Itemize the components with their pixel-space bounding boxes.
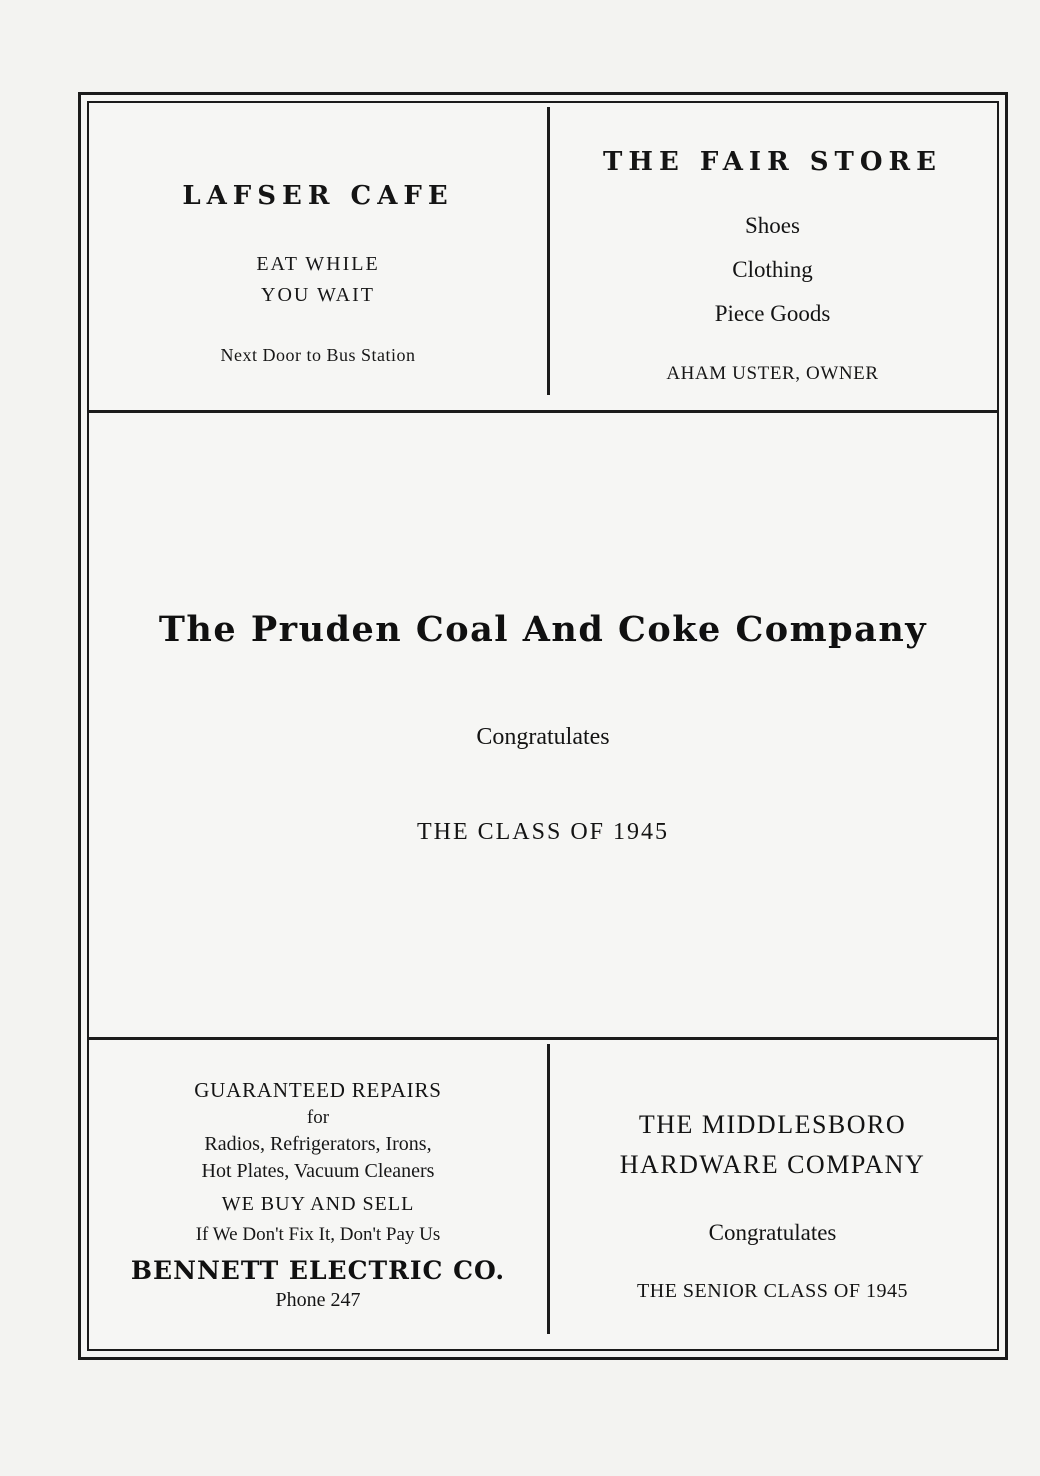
bennett-company-name: BENNETT ELECTRIC CO. — [130, 1256, 506, 1285]
page-border-outer — [78, 92, 1008, 1360]
lafser-cafe-title: LAFSER CAFE — [182, 181, 454, 211]
pruden-coal-title: The Pruden Coal And Coke Company — [158, 609, 928, 650]
ad-row-middle — [89, 413, 997, 1040]
middlesboro-congratulates: Congratulates — [708, 1220, 837, 1245]
lafser-cafe-slogan-line2: YOU WAIT — [261, 284, 375, 306]
advertisement-grid — [89, 103, 997, 1349]
fair-store-item-piece-goods: Piece Goods — [714, 301, 831, 326]
middlesboro-name-line1: THE MIDDLESBORO — [638, 1110, 907, 1139]
fair-store-owner: AHAM USTER, OWNER — [666, 363, 879, 384]
bennett-items-line1: Radios, Refrigerators, Irons, — [204, 1133, 432, 1155]
ad-bennett-electric — [89, 1040, 547, 1349]
fair-store-item-shoes: Shoes — [745, 213, 800, 238]
ad-pruden-coal-and-coke — [89, 413, 997, 1037]
bennett-guarantee: If We Don't Fix It, Don't Pay Us — [195, 1224, 441, 1245]
lafser-cafe-location: Next Door to Bus Station — [220, 345, 416, 365]
ad-fair-store — [550, 103, 995, 410]
ad-middlesboro-hardware — [550, 1040, 995, 1349]
bennett-for-label: for — [306, 1107, 330, 1128]
middlesboro-class-line: THE SENIOR CLASS OF 1945 — [637, 1280, 908, 1302]
bennett-items-line2: Hot Plates, Vacuum Cleaners — [201, 1160, 435, 1182]
fair-store-item-clothing: Clothing — [732, 257, 813, 282]
lafser-cafe-slogan-line1: EAT WHILE — [256, 253, 380, 275]
bennett-phone: Phone 247 — [275, 1289, 361, 1311]
ad-row-top — [89, 103, 997, 413]
bennett-buy-sell: WE BUY AND SELL — [221, 1193, 415, 1215]
middlesboro-name-line2: HARDWARE COMPANY — [619, 1150, 926, 1179]
pruden-coal-congratulates: Congratulates — [476, 724, 610, 750]
ad-lafser-cafe — [89, 103, 547, 410]
ad-row-bottom — [89, 1040, 997, 1349]
fair-store-title: THE FAIR STORE — [603, 147, 942, 177]
bennett-headline: GUARANTEED REPAIRS — [194, 1078, 442, 1102]
pruden-coal-class-line: THE CLASS OF 1945 — [416, 819, 670, 845]
